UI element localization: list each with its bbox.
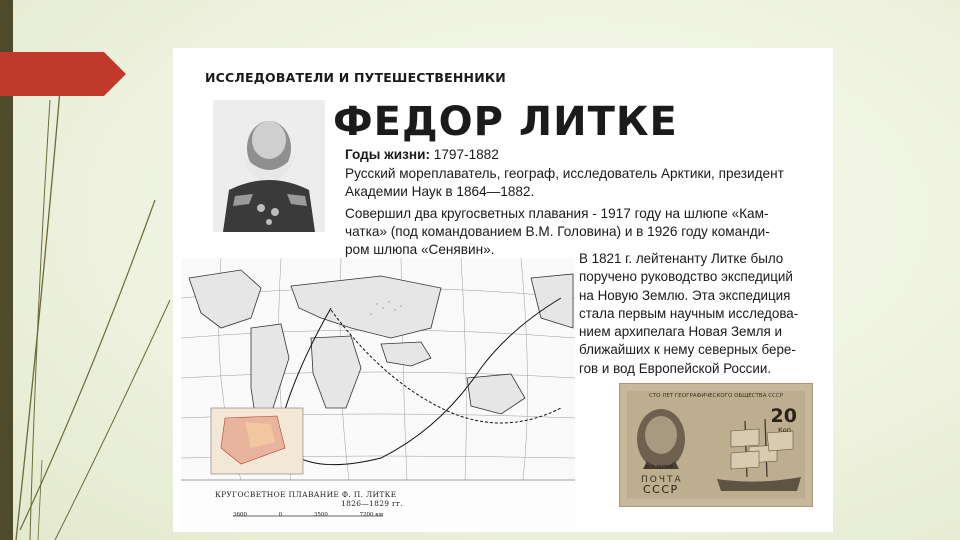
bio-paragraph	[345, 165, 784, 201]
voyage-map	[181, 258, 575, 530]
expedition-line: поручено руководство экспедиций	[579, 269, 793, 285]
section-label: ИССЛЕДОВАТЕЛИ И ПУТЕШЕСТВЕННИКИ	[205, 70, 506, 85]
scale-tick: 7200 км	[359, 512, 383, 518]
expedition-line: ближайших к нему северных бере-	[579, 342, 796, 358]
stamp-currency: Коп	[778, 426, 791, 434]
expedition-line: нием архипелага Новая Земля и	[579, 324, 782, 340]
expedition-line: В 1821 г. лейтенанту Литке было	[579, 251, 784, 266]
expedition-paragraph	[579, 250, 798, 378]
expedition-line: гов и вод Европейской России.	[579, 360, 772, 376]
expedition-line: стала первым научным исследова-	[579, 305, 799, 321]
stamp-face	[627, 391, 805, 499]
portrait-image	[213, 100, 325, 232]
stamp-post: ПОЧТА	[641, 475, 683, 485]
voyage-line: Совершил два кругосветных плавания - 1917 году на шлюпе «Кам-	[345, 206, 769, 221]
scale-tick: 0	[278, 512, 283, 518]
scale-tick: 3600	[233, 512, 247, 518]
map-caption: КРУГОСВЕТНОЕ ПЛАВАНИЕ Ф. П. ЛИТКЕ	[215, 490, 397, 499]
years-label: Годы жизни:	[345, 147, 431, 162]
years-value: 1797-1882	[433, 147, 499, 162]
expedition-line: на Новую Землю. Эта экспедиция	[579, 287, 791, 303]
bio-line: Русский мореплаватель, географ, исследователь Арктики, президент	[345, 166, 784, 181]
stamp-top-text: СТО ЛЕТ ГЕОГРАФИЧЕСКОГО ОБЩЕСТВА СССР	[648, 393, 784, 399]
red-arrow-tab	[0, 52, 126, 96]
page-title: ФЕДОР ЛИТКЕ	[333, 99, 678, 145]
slide-card	[173, 48, 833, 532]
postage-stamp	[620, 384, 812, 506]
life-years	[345, 146, 499, 164]
map-years: 1826—1829 гг.	[341, 499, 404, 508]
map-scale	[233, 512, 383, 518]
bio-line: Академии Наук в 1864—1882.	[345, 184, 535, 199]
stamp-portrait-name: Ф.П.ЛИТКЕ	[645, 465, 674, 471]
voyage-line: ром шлюпа «Сенявин».	[345, 242, 495, 257]
stamp-country: СССР	[643, 483, 679, 496]
scale-tick: 3500	[313, 512, 328, 518]
stamp-value: 20	[770, 405, 797, 427]
voyage-line: чатка» (под командованием В.М. Головина) и в 1926 году команди-	[345, 224, 770, 239]
